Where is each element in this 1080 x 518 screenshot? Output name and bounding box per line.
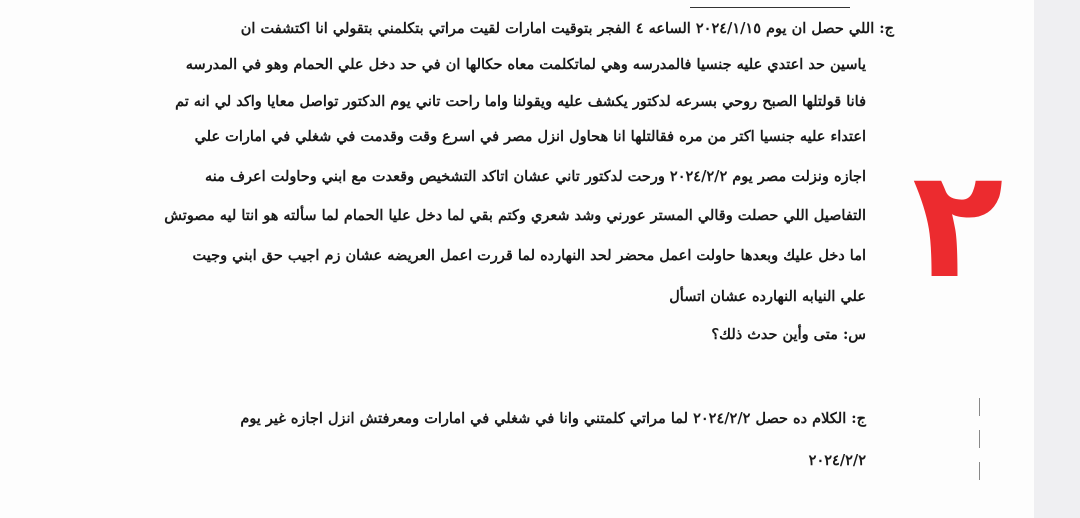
question-line: س: متى وأين حدث ذلك؟ xyxy=(711,326,866,343)
margin-tick xyxy=(979,430,980,448)
answer-line-8: علي النيابه النهارده عشان اتسأل xyxy=(669,288,866,305)
top-divider xyxy=(690,7,850,8)
answer-line-3: فانا قولتلها الصبح روحي بسرعه لدكتور يكشف عليه ويقولنا واما راحت تاني يوم الدكتور تواصل معايا واكد لي انه تم xyxy=(175,93,866,110)
margin-tick xyxy=(979,398,980,416)
answer-line-6: التفاصيل اللي حصلت وقالي المستر عورني وشد شعري وكتم بقي لما دخل عليا الحمام لما سألته هو انتا ليه مصوتش xyxy=(164,207,866,224)
margin-tick xyxy=(979,462,980,480)
answer-line-2: ياسين حد اعتدي عليه جنسيا فالمدرسه وهي لماتكلمت معاه حكالها ان في حد دخل علي الحمام وهو في المدرسه xyxy=(185,56,866,73)
page-number-mark: ٢ xyxy=(912,138,1004,312)
answer-line-1: ج: اللي حصل ان يوم ٢٠٢٤/١/١٥ الساعه ٤ الفجر بتوقيت امارات لقيت مراتي بتكلمني بتقولي انا اكتشفت ان xyxy=(240,20,894,37)
side-strip xyxy=(1034,0,1080,518)
answer-line-7: اما دخل عليك وبعدها حاولت اعمل محضر لحد النهارده لما قررت اعمل العريضه عشان زم اجيب حق ابني وجيت xyxy=(192,247,866,264)
answer2-line-1: ج: الكلام ده حصل ٢٠٢٤/٢/٢ لما مراتي كلمتني وانا في شغلي في امارات ومعرفتش انزل اجازه غير يوم xyxy=(240,410,866,427)
answer-line-4: اعتداء عليه جنسيا اكتر من مره فقالتلها انا هحاول انزل مصر في اسرع وقت وقدمت في شغلي في امارات علي xyxy=(194,128,866,145)
answer-line-5: اجازه ونزلت مصر يوم ٢٠٢٤/٢/٢ ورحت لدكتور تاني عشان اتاكد التشخيص وقعدت مع ابني وحاولت اعرف منه xyxy=(204,168,866,185)
answer2-line-2: ٢٠٢٤/٢/٢ xyxy=(808,452,866,469)
